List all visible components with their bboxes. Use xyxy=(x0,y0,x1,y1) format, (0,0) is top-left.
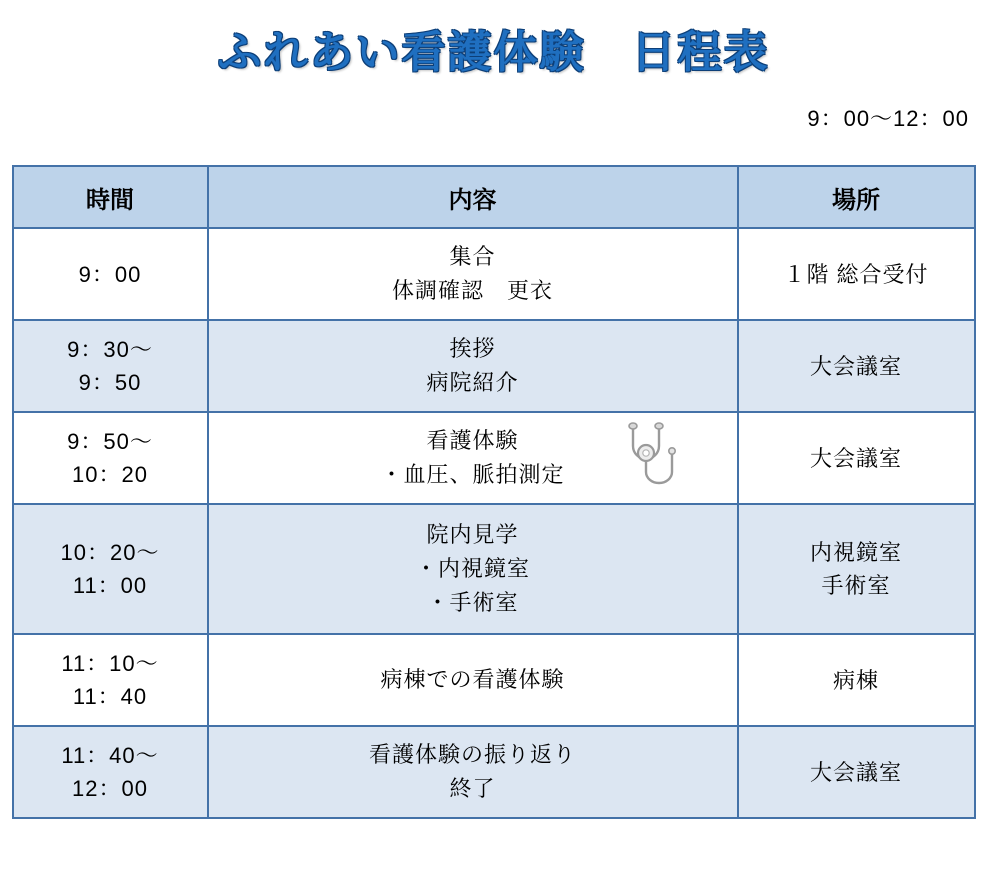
column-header-content: 内容 xyxy=(208,166,738,228)
cell-content-line: ・血圧、脈拍測定 xyxy=(380,462,565,487)
table-row xyxy=(13,412,975,504)
cell-time-line: 12：00 xyxy=(72,776,148,801)
cell-place-line: 病棟 xyxy=(832,667,879,693)
cell-content-line: ・内視鏡室 xyxy=(414,555,530,581)
cell-content-line: 体調確認 更衣 xyxy=(391,278,553,303)
cell-time-line: 9：50〜 xyxy=(67,429,153,454)
cell-time xyxy=(13,504,208,634)
column-header-time: 時間 xyxy=(13,166,208,228)
cell-content-line: 病棟での看護体験 xyxy=(380,666,565,692)
cell-time-line: 11：40〜 xyxy=(61,743,159,768)
cell-place xyxy=(738,504,975,634)
cell-time xyxy=(13,228,208,320)
schedule-table xyxy=(12,165,976,819)
cell-content xyxy=(208,412,738,504)
cell-content xyxy=(208,726,738,818)
cell-content-line: 終了 xyxy=(449,776,496,801)
cell-time xyxy=(13,320,208,412)
cell-content-line: 看護体験の振り返り xyxy=(368,741,576,767)
cell-content xyxy=(208,228,738,320)
cell-place xyxy=(738,320,975,412)
cell-content-line: 集合 xyxy=(449,243,496,269)
cell-time-line: 11：10〜 xyxy=(61,651,159,676)
table-row xyxy=(13,634,975,726)
cell-time-line: 10：20 xyxy=(72,462,148,487)
cell-place-line: 大会議室 xyxy=(809,759,902,785)
cell-time-line: 9：00 xyxy=(78,261,142,287)
cell-place xyxy=(738,634,975,726)
cell-place-line: １階 総合受付 xyxy=(783,261,929,287)
table-row xyxy=(13,726,975,818)
cell-place-line: 内視鏡室 xyxy=(809,540,902,565)
cell-content-line: ・手術室 xyxy=(426,590,519,616)
page-title: ふれあい看護体験 日程表 xyxy=(217,28,770,77)
cell-content xyxy=(208,634,738,726)
table-row xyxy=(13,504,975,634)
cell-content-line: 挨拶 xyxy=(449,335,496,361)
cell-time-line: 10：20〜 xyxy=(60,540,160,565)
cell-content xyxy=(208,320,738,412)
time-range-label: 9：00〜12：00 xyxy=(807,106,969,131)
table-row xyxy=(13,320,975,412)
cell-content-line: 病院紹介 xyxy=(426,370,519,395)
cell-place-line: 大会議室 xyxy=(809,353,902,379)
cell-time xyxy=(13,726,208,818)
schedule-table-body xyxy=(13,228,975,818)
cell-place xyxy=(738,228,975,320)
cell-time-line: 9：30〜 xyxy=(67,337,153,362)
cell-place xyxy=(738,726,975,818)
cell-content-line: 看護体験 xyxy=(426,427,519,453)
cell-place-line: 手術室 xyxy=(821,573,891,598)
cell-time-line: 11：00 xyxy=(72,573,148,598)
cell-time-line: 9：50 xyxy=(78,370,142,395)
cell-place-line: 大会議室 xyxy=(809,445,902,471)
column-header-place: 場所 xyxy=(738,166,975,228)
cell-place xyxy=(738,412,975,504)
cell-content xyxy=(208,504,738,634)
schedule-document xyxy=(0,16,987,892)
cell-time xyxy=(13,634,208,726)
cell-time-line: 11：40 xyxy=(72,684,148,709)
table-header-row xyxy=(13,166,975,228)
cell-time xyxy=(13,412,208,504)
table-row xyxy=(13,228,975,320)
cell-content-line: 院内見学 xyxy=(426,521,519,547)
